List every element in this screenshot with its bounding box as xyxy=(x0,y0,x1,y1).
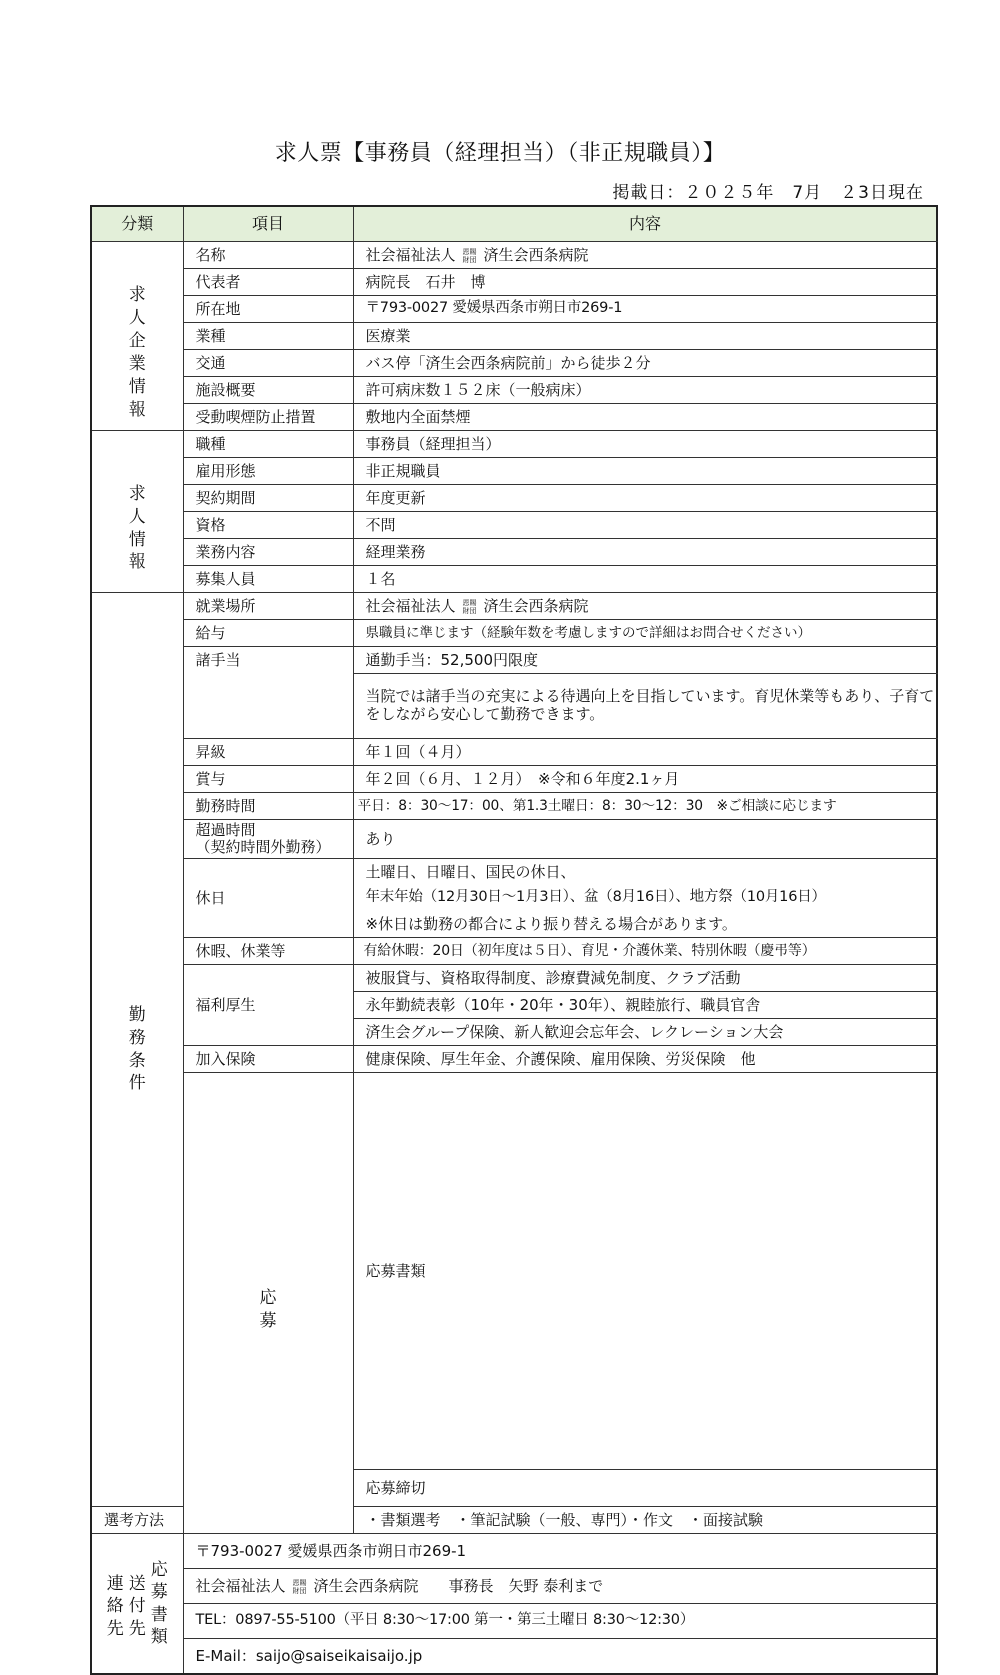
table-row xyxy=(91,1073,937,1470)
table-row xyxy=(91,404,937,431)
contact-label xyxy=(105,1559,169,1647)
table-header-row xyxy=(91,206,937,242)
table-row xyxy=(91,350,937,377)
item-value: 有給休暇：20日（初年度は５日）、育児・介護休業、特別休暇（慶弔等） xyxy=(353,938,937,965)
header-item: 項目 xyxy=(183,206,353,242)
item-value: 年２回（６月、１２月） ※令和６年度2.1ヶ月 xyxy=(353,766,937,793)
category-conditions xyxy=(91,593,183,1507)
item-label: 契約期間 xyxy=(183,485,353,512)
onshi-zaidan-stamp: 恩賜財団 xyxy=(462,247,477,264)
table-row xyxy=(91,539,937,566)
item-value: 敷地内全面禁煙 xyxy=(353,404,937,431)
contact-label-col: 送付先 xyxy=(128,1574,146,1639)
item-value: 年度更新 xyxy=(353,485,937,512)
category-label: 応募 xyxy=(259,1288,277,1331)
table-row xyxy=(91,593,937,620)
contact-label-col: 応募書類 xyxy=(150,1560,168,1647)
table-row xyxy=(91,242,937,269)
item-label: 受動喫煙防止措置 xyxy=(183,404,353,431)
org-type: 社会福祉法人 xyxy=(365,597,456,615)
item-label: 昇級 xyxy=(183,739,353,766)
contact-tel: TEL：0897-55-5100（平日 8:30～17:00 第一・第三土曜日 8:30～12:30） xyxy=(183,1604,937,1639)
item-label: 給与 xyxy=(183,620,353,647)
header-content: 内容 xyxy=(353,206,937,242)
table-row xyxy=(91,965,937,992)
item-label: 資格 xyxy=(183,512,353,539)
item-label: 業種 xyxy=(183,323,353,350)
item-label: 応募締切 xyxy=(353,1470,937,1507)
org-type: 社会福祉法人 xyxy=(365,246,456,264)
item-label: 職種 xyxy=(183,431,353,458)
item-value: 〒793-0027 愛媛県西条市朔日市269-1 xyxy=(353,296,937,323)
table-row xyxy=(91,620,937,647)
item-label-line: （契約時間外勤務） xyxy=(195,838,331,856)
item-value: 病院長 石井 博 xyxy=(353,269,937,296)
category-company xyxy=(91,242,183,431)
onshi-zaidan-stamp: 恩賜財団 xyxy=(462,598,477,615)
item-value: １名 xyxy=(353,566,937,593)
item-label: 雇用形態 xyxy=(183,458,353,485)
item-value: 事務員（経理担当） xyxy=(353,431,937,458)
table-row xyxy=(91,296,937,323)
table-row xyxy=(91,859,937,886)
item-label: 休暇、休業等 xyxy=(183,938,353,965)
contact-address: 〒793-0027 愛媛県西条市朔日市269-1 xyxy=(183,1534,937,1569)
item-value: 許可病床数１５２床（一般病床） xyxy=(353,377,937,404)
item-value: あり xyxy=(353,820,937,859)
item-value: 通勤手当：52,500円限度 xyxy=(353,647,937,674)
item-label: 福利厚生 xyxy=(183,965,353,1046)
item-label: 施設概要 xyxy=(183,377,353,404)
table-row xyxy=(91,431,937,458)
item-label: 休日 xyxy=(183,859,353,938)
item-value-line: 土曜日、日曜日、国民の休日、 xyxy=(353,859,937,886)
table-row xyxy=(91,739,937,766)
item-label: 加入保険 xyxy=(183,1046,353,1073)
item-value-line: 被服貸与、資格取得制度、診療費減免制度、クラブ活動 xyxy=(353,965,937,992)
item-value: 県職員に準じます（経験年数を考慮しますので詳細はお問合せください） xyxy=(353,620,937,647)
page-title: 求人票【事務員（経理担当）（非正規職員）】 xyxy=(274,141,726,166)
item-label: 選考方法 xyxy=(91,1507,183,1534)
item-label: 名称 xyxy=(183,242,353,269)
category-job xyxy=(91,431,183,593)
onshi-zaidan-stamp: 恩賜財団 xyxy=(292,1578,307,1595)
contact-org xyxy=(183,1569,937,1604)
org-name: 済生会西条病院 xyxy=(483,246,589,264)
category-label: 勤務条件 xyxy=(128,1004,146,1094)
category-label: 求人情報 xyxy=(128,483,146,573)
item-value: 経理業務 xyxy=(353,539,937,566)
table-row xyxy=(91,938,937,965)
table-row xyxy=(91,766,937,793)
category-label: 求人企業情報 xyxy=(128,285,146,420)
header-category: 分類 xyxy=(91,206,183,242)
table-row xyxy=(91,269,937,296)
item-value: 年１回（４月） xyxy=(353,739,937,766)
item-value: 平日：8：30～17：00、第1.3土曜日：8：30～12：30 ※ご相談に応じます xyxy=(353,793,937,820)
contact-label-col: 連絡先 xyxy=(106,1574,124,1639)
item-label: 応募書類 xyxy=(353,1073,937,1470)
item-value: 当院では諸手当の充実による待遇向上を目指しています。育児休業等もあり、子育てをしながら安心して勤務できます。 xyxy=(353,674,937,739)
category-application xyxy=(183,1073,353,1534)
item-label: 募集人員 xyxy=(183,566,353,593)
item-value: 医療業 xyxy=(353,323,937,350)
posted-date: 掲載日：２０２５年 7月 ２3日現在 xyxy=(612,183,924,203)
item-label xyxy=(183,820,353,859)
job-listing-table xyxy=(90,205,938,1675)
org-contact-person: 済生会西条病院 事務長 矢野 泰利まで xyxy=(313,1577,604,1595)
table-row xyxy=(91,377,937,404)
table-row xyxy=(91,512,937,539)
table-row xyxy=(91,1604,937,1639)
item-value: バス停「済生会西条病院前」から徒歩２分 xyxy=(353,350,937,377)
item-value: 非正規職員 xyxy=(353,458,937,485)
table-row xyxy=(91,1569,937,1604)
table-row xyxy=(91,1534,937,1569)
item-value: ・書類選考 ・筆記試験（一般、専門）・作文 ・面接試験 xyxy=(353,1507,937,1534)
table-row xyxy=(91,485,937,512)
item-value: 不問 xyxy=(353,512,937,539)
item-label: 所在地 xyxy=(183,296,353,323)
item-label-line: 超過時間 xyxy=(195,820,256,839)
item-label: 代表者 xyxy=(183,269,353,296)
table-row xyxy=(91,323,937,350)
table-row xyxy=(91,566,937,593)
item-value: 健康保険、厚生年金、介護保険、雇用保険、労災保険 他 xyxy=(353,1046,937,1073)
org-type: 社会福祉法人 xyxy=(195,1577,286,1595)
table-row xyxy=(91,820,937,859)
table-row xyxy=(91,458,937,485)
item-value xyxy=(353,593,937,620)
item-value-line: 済生会グループ保険、新人歓迎会忘年会、レクレーション大会 xyxy=(353,1019,937,1046)
item-value-line: 年末年始（12月30日～1月3日）、盆（8月16日）、地方祭（10月16日） xyxy=(353,885,937,911)
org-name: 済生会西条病院 xyxy=(483,597,589,615)
item-label: 就業場所 xyxy=(183,593,353,620)
table-row xyxy=(91,647,937,674)
contact-email: E-Mail：saijo@saiseikaisaijo.jp xyxy=(183,1639,937,1675)
table-row xyxy=(91,1639,937,1675)
item-label: 賞与 xyxy=(183,766,353,793)
category-contact xyxy=(91,1534,183,1675)
item-label: 勤務時間 xyxy=(183,793,353,820)
item-label: 交通 xyxy=(183,350,353,377)
item-value-line: 永年勤続表彰（10年・20年・30年）、親睦旅行、職員官舎 xyxy=(353,992,937,1019)
item-label: 諸手当 xyxy=(183,647,353,739)
table-row xyxy=(91,793,937,820)
item-value-line: ※休日は勤務の都合により振り替える場合があります。 xyxy=(353,911,937,938)
item-label: 業務内容 xyxy=(183,539,353,566)
item-value xyxy=(353,242,937,269)
table-row xyxy=(91,1046,937,1073)
